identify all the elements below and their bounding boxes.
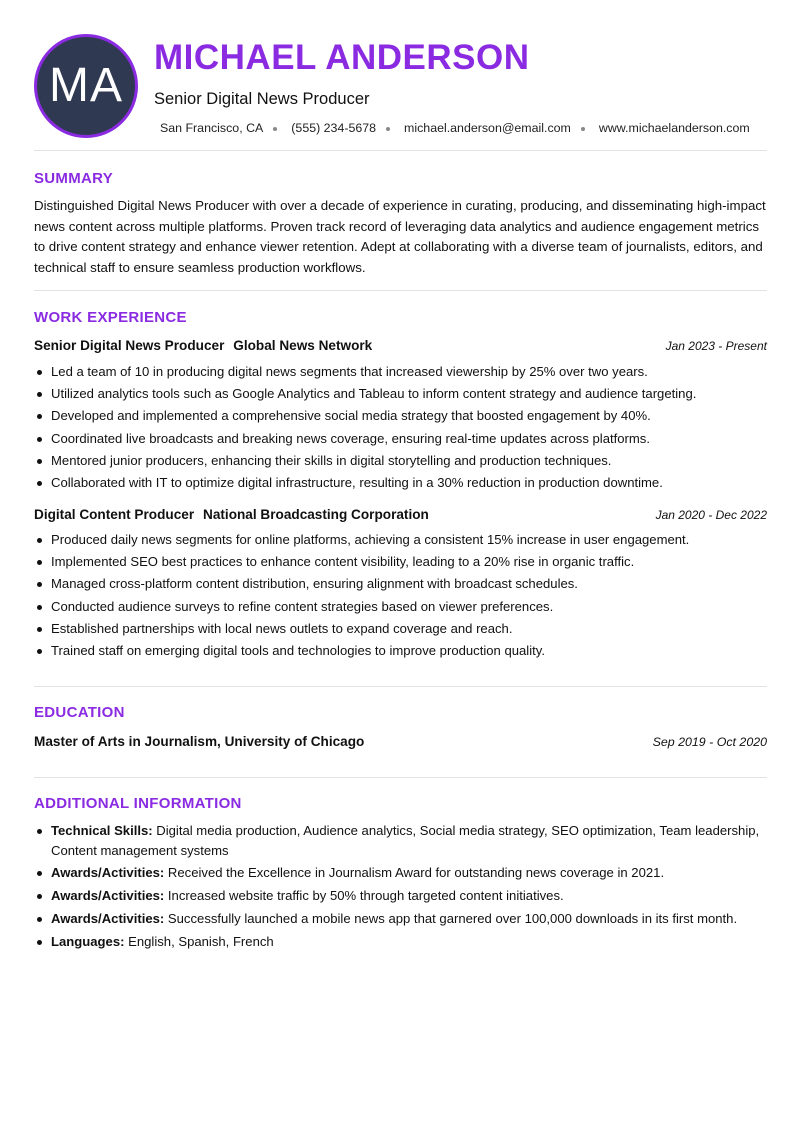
summary-heading: SUMMARY (34, 170, 114, 187)
bullet-icon (37, 871, 42, 876)
bullet-icon (37, 582, 42, 587)
list-item (34, 909, 774, 929)
section-divider (34, 686, 767, 687)
list-item: Developed and implemented a comprehensive social media strategy that boosted engagement by 40%. (34, 405, 774, 427)
item-text: Successfully launched a mobile news app that garnered over 100,000 downloads in its first month. (167, 911, 738, 927)
contact-location: San Francisco, CA (160, 121, 264, 135)
list-item: Mentored junior producers, enhancing their skills in digital storytelling and production techniques. (34, 450, 774, 472)
list-item: Coordinated live broadcasts and breaking news coverage, ensuring real-time updates across platforms. (34, 428, 774, 450)
avatar (34, 34, 138, 138)
bullet-icon (37, 538, 42, 543)
bullet-icon (37, 940, 42, 945)
bullet-icon (37, 605, 42, 610)
job-role: Digital Content Producer (34, 507, 195, 522)
additional-heading: ADDITIONAL INFORMATION (34, 795, 242, 812)
education-degree: Master of Arts in Journalism, University of Chicago (34, 734, 365, 749)
list-item: Established partnerships with local news outlets to expand coverage and reach. (34, 618, 774, 640)
item-label: Awards/Activities: (51, 911, 165, 927)
job-dates: Jan 2020 - Dec 2022 (655, 508, 767, 522)
candidate-name: MICHAEL ANDERSON (154, 38, 530, 77)
job-role: Senior Digital News Producer (34, 338, 225, 353)
list-item (34, 821, 774, 860)
list-item: Managed cross-platform content distribution, ensuring alignment with broadcast schedules. (34, 573, 774, 595)
contact-website[interactable]: www.michaelanderson.com (598, 121, 750, 135)
separator-dot-icon (273, 127, 277, 131)
bullet-icon (37, 560, 42, 565)
job-header (34, 505, 767, 525)
bullet-icon (37, 392, 42, 397)
item-label: Awards/Activities: (51, 888, 165, 904)
bullet-icon (37, 370, 42, 375)
job-dates: Jan 2023 - Present (665, 339, 767, 353)
list-item: Led a team of 10 in producing digital news segments that increased viewership by 25% over two years. (34, 361, 774, 383)
list-item: Collaborated with IT to optimize digital infrastructure, resulting in a 30% reduction in production downtime. (34, 472, 774, 494)
summary-text: Distinguished Digital News Producer with over a decade of experience in curating, producing, and disseminating high-impact news content across multiple platforms. Proven track record of leveraging data analytics and audience engagement metrics to drive content strategy and enhance viewer retention. Adept at collaborating with a diverse team of journalists, editors, and technical staff to ensure seamless production workflows. (34, 198, 766, 275)
job-header (34, 336, 767, 356)
experience-heading: WORK EXPERIENCE (34, 309, 187, 326)
education-entry (34, 732, 767, 752)
item-label: Technical Skills: (51, 823, 153, 838)
item-label: Languages: (51, 934, 125, 950)
item-text: Received the Excellence in Journalism Award for outstanding news coverage in 2021. (167, 865, 665, 881)
bullet-icon (37, 627, 42, 632)
bullet-icon (37, 917, 42, 922)
candidate-title: Senior Digital News Producer (154, 90, 370, 108)
separator-dot-icon (581, 127, 585, 131)
list-item: Conducted audience surveys to refine content strategies based on viewer preferences. (34, 596, 774, 618)
job-company: National Broadcasting Corporation (203, 507, 429, 522)
job-company: Global News Network (233, 338, 373, 353)
contact-bar (160, 120, 750, 136)
additional-list (34, 821, 774, 955)
section-divider (34, 150, 767, 151)
job-bullets (34, 361, 774, 494)
bullet-icon (37, 437, 42, 442)
section-divider (34, 290, 767, 291)
bullet-icon (37, 459, 42, 464)
job-bullets (34, 529, 774, 662)
contact-phone[interactable]: (555) 234-5678 (291, 121, 377, 135)
list-item: Trained staff on emerging digital tools and technologies to improve production quality. (34, 640, 774, 662)
bullet-icon (37, 414, 42, 419)
item-text: Increased website traffic by 50% through targeted content initiatives. (167, 888, 564, 904)
list-item: Utilized analytics tools such as Google Analytics and Tableau to inform content strategy and audience targeting. (34, 383, 774, 405)
education-heading: EDUCATION (34, 704, 125, 721)
item-text: English, Spanish, French (128, 934, 274, 950)
bullet-icon (37, 481, 42, 486)
bullet-icon (37, 829, 42, 834)
list-item (34, 932, 774, 952)
education-dates: Sep 2019 - Oct 2020 (652, 735, 767, 749)
contact-email[interactable]: michael.anderson@email.com (404, 121, 571, 135)
list-item: Produced daily news segments for online platforms, achieving a consistent 15% increase in user engagement. (34, 529, 774, 551)
list-item (34, 886, 774, 906)
item-text: Digital media production, Audience analytics, Social media strategy, SEO optimization, Team leadership, Content management systems (51, 823, 760, 858)
bullet-icon (37, 649, 42, 654)
list-item: Implemented SEO best practices to enhance content visibility, leading to a 20% rise in organic traffic. (34, 551, 774, 573)
separator-dot-icon (386, 127, 390, 131)
bullet-icon (37, 894, 42, 899)
resume-header (34, 34, 767, 138)
section-divider (34, 777, 767, 778)
item-label: Awards/Activities: (51, 865, 165, 881)
avatar-initials: MA (49, 59, 123, 112)
list-item (34, 863, 774, 883)
